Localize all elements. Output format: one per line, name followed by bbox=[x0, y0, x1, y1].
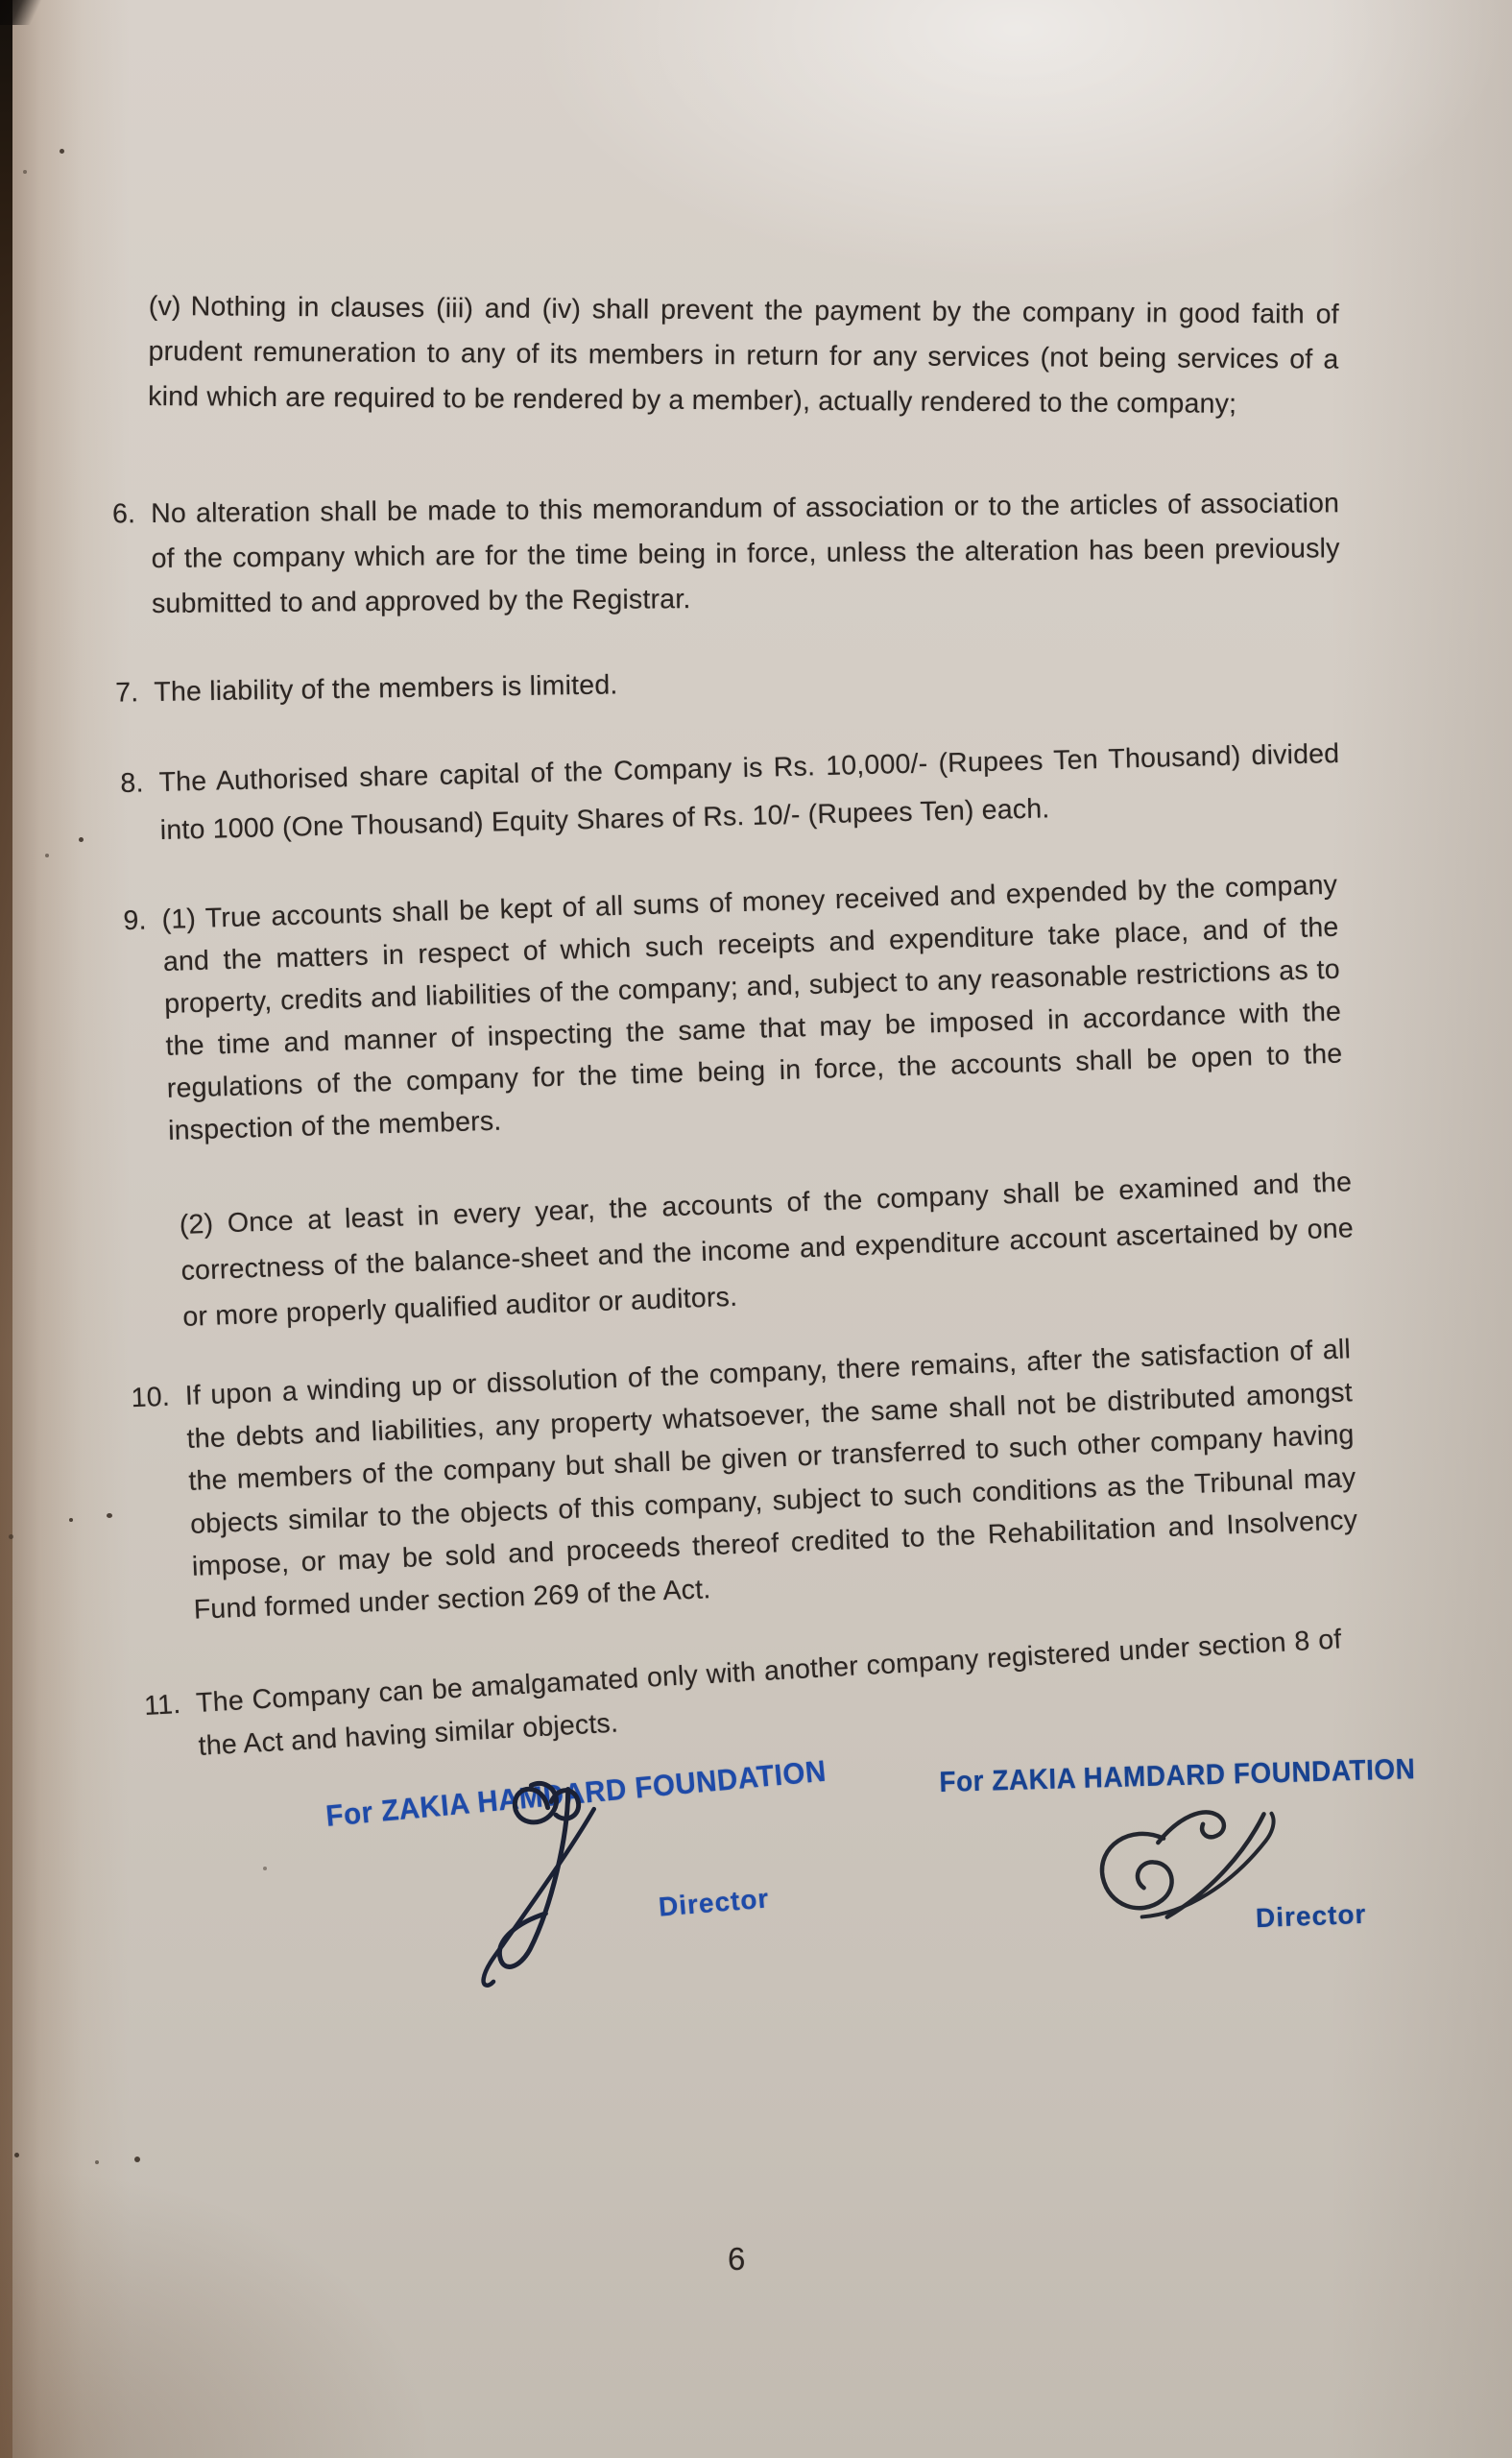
director-label-left: Director bbox=[657, 1883, 771, 1922]
ink-speck bbox=[23, 170, 27, 174]
clause-7-text: The liability of the members is limited. bbox=[154, 669, 618, 708]
ink-speck bbox=[134, 2157, 140, 2162]
ink-speck bbox=[107, 1513, 112, 1518]
ink-speck bbox=[69, 1518, 73, 1522]
clause-8 bbox=[120, 730, 1341, 855]
clause-8-number: 8. bbox=[120, 767, 145, 799]
clause-7 bbox=[114, 652, 1343, 715]
clause-10-number: 10. bbox=[131, 1381, 171, 1414]
ink-speck bbox=[60, 149, 64, 154]
ink-speck bbox=[14, 2153, 19, 2157]
clause-9-2 bbox=[179, 1159, 1356, 1340]
ink-speck bbox=[9, 1534, 13, 1539]
ink-speck bbox=[263, 1867, 267, 1870]
clause-9-number: 9. bbox=[123, 904, 148, 937]
clause-9-1 bbox=[123, 864, 1344, 1152]
ink-speck bbox=[45, 854, 49, 857]
scan-left-edge-shadow bbox=[0, 0, 12, 2458]
clause-6 bbox=[111, 481, 1340, 627]
clause-6-number: 6. bbox=[111, 498, 136, 530]
clause-8-text: The Authorised share capital of the Company is Rs. 10,000/- (Rupees Ten Thousand) divided into 1000 (One Thousand) Equity Shares of Rs. 10/- (Rupees Ten) each. bbox=[158, 737, 1340, 846]
page-number: 6 bbox=[728, 2241, 746, 2277]
signature-left-ink bbox=[412, 1738, 636, 2002]
clause-9-2-text: (2) Once at least in every year, the accounts of the company shall be examined and the correctness of the balance-sheet and the income and expenditure account ascertained by one or more properly qualified auditor or auditors. bbox=[179, 1167, 1355, 1333]
clause-6-text: No alteration shall be made to this memorandum of association or to the articles of association of the company which are for the time being in force, unless the alteration has been previously submitted to and approved by the Registrar. bbox=[151, 488, 1340, 619]
stamp-foundation-right: For ZAKIA HAMDARD FOUNDATION bbox=[939, 1753, 1416, 1798]
clause-v bbox=[148, 284, 1339, 428]
ink-speck bbox=[95, 2160, 99, 2164]
director-label-right: Director bbox=[1255, 1898, 1367, 1934]
clause-11 bbox=[143, 1618, 1345, 1769]
clause-9-1-text: (1) True accounts shall be kept of all sums of money received and expended by the company and the matters in respect of which such receipts and expenditure take place, and of the property, credits and liabilities of the company; and, subject to any reasonable restrictions as to the time and manner of inspecting the same that may be imposed in accordance with the regulations of the company for the time being in force, the accounts shall be open to the inspection of the members. bbox=[161, 869, 1343, 1146]
clause-v-marker: (v) bbox=[148, 290, 181, 323]
signature-left bbox=[412, 1738, 636, 2002]
ink-speck bbox=[79, 837, 84, 842]
clause-11-number: 11. bbox=[143, 1688, 182, 1722]
stamp-foundation-left: For ZAKIA HAMDARD FOUNDATION bbox=[324, 1753, 828, 1833]
clause-7-number: 7. bbox=[114, 677, 139, 709]
clause-v-text: Nothing in clauses (iii) and (iv) shall prevent the payment by the company in good faith of prudent remuneration to any of its members in return for any services (not being services of a kind which are required to be rendered by a member), actually rendered to the company; bbox=[148, 291, 1339, 420]
clause-10-text: If upon a winding up or dissolution of the company, there remains, after the satisfaction of all the debts and liabilities, any property whatsoever, the same shall not be distributed amongst the members of the company but shall be given or transferred to such other company having objects similar to the objects of this company, subject to such conditions as the Tribunal may impose, or may be sold and proceeds thereof credited to the Rehabilitation and Insolvency Fund formed under section 269 of the Act. bbox=[184, 1334, 1358, 1626]
clause-11-text: The Company can be amalgamated only with another company registered under section 8 of the Act and having similar objects. bbox=[195, 1624, 1343, 1762]
clause-10 bbox=[131, 1328, 1360, 1631]
scan-corner-shadow bbox=[0, 0, 44, 25]
